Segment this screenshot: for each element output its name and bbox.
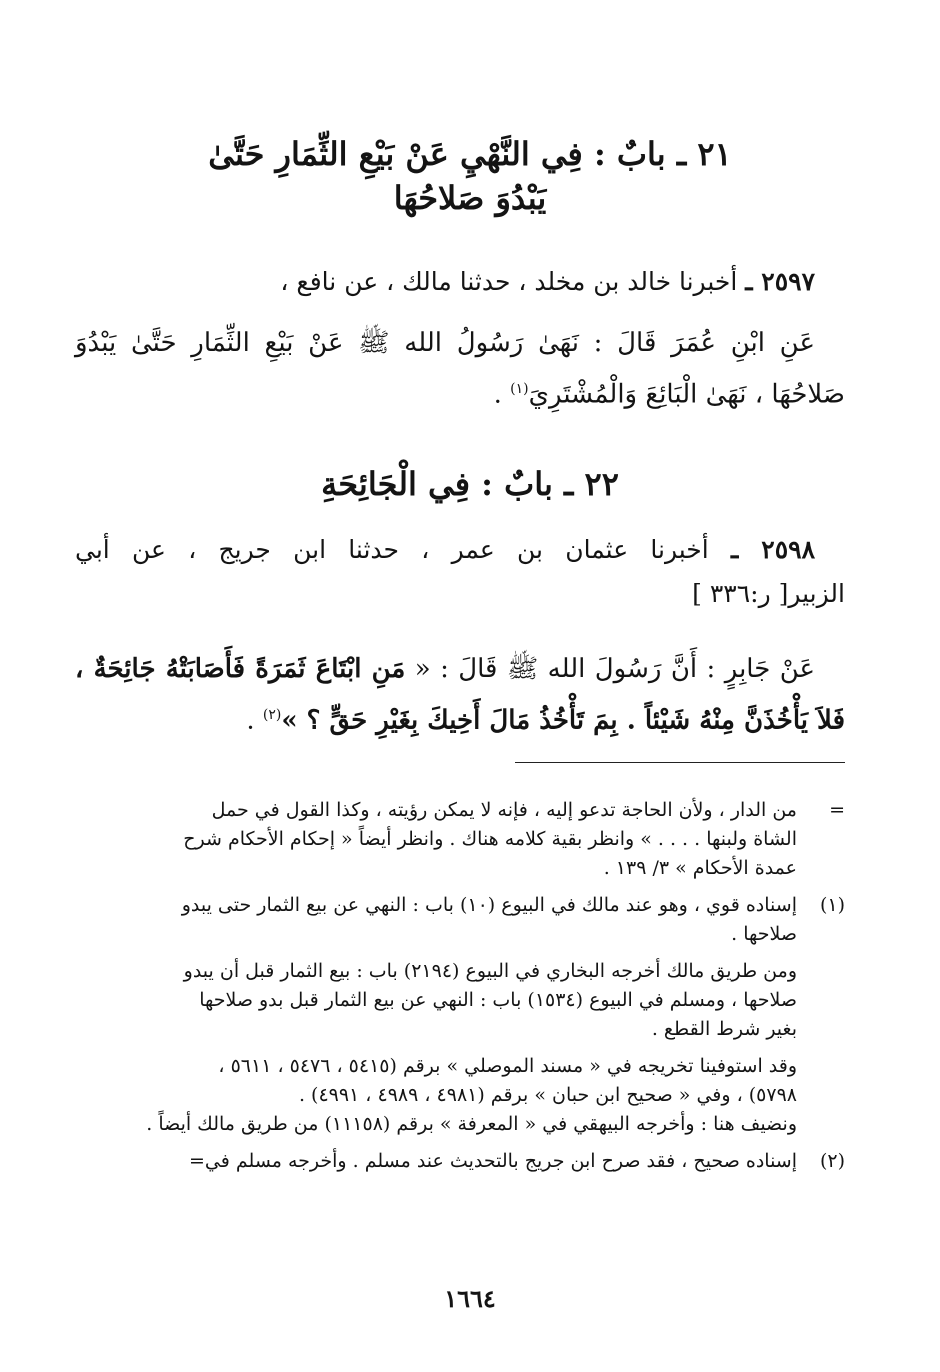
hadith-2598-number: ٢٥٩٨ ـ bbox=[730, 535, 816, 564]
footnote-2 bbox=[75, 1147, 845, 1176]
footnote-line: إسناده صحيح ، فقد صرح ابن جريج بالتحديث عند مسلم . وأخرجه مسلم في= bbox=[189, 1150, 797, 1172]
hadith-2597-matn bbox=[75, 320, 845, 418]
footnote-line: الشاة ولبنها . . . . » وانظر بقية كلامه هناك . وانظر أيضاً « إحكام الأحكام شرح bbox=[183, 828, 797, 850]
footnote-continuation bbox=[75, 796, 845, 883]
hadith-2597-matn-line2 bbox=[75, 366, 845, 418]
footnote-marker: (٢) bbox=[819, 1150, 845, 1172]
hadith-2598-isnad-line1 bbox=[75, 528, 845, 572]
footnote-line: وقد استوفينا تخريجه في « مسند الموصلي » برقم (٥٤١٥ ، ٥٤٧٦ ، ٥٦١١ ، bbox=[218, 1055, 797, 1077]
footnote-line: من الدار ، ولأن الحاجة تدعو إليه ، فإنه لا يمكن رؤيته ، وكذا القول في حمل bbox=[211, 799, 797, 821]
footnote-line: ومن طريق مالك أخرجه البخاري في البيوع (٢١٩٤) باب : بيع الثمار قبل أن يبدو bbox=[183, 960, 797, 982]
footnotes bbox=[75, 796, 845, 1176]
hadith-2598-matn bbox=[75, 646, 845, 744]
page-number: ١٦٦٤ bbox=[444, 1284, 496, 1313]
chapter-21-title-line2: يَبْدُوَ صَلاحُهَا bbox=[393, 179, 547, 217]
chapter-22-title-line1: ٢٢ ـ بابٌ : فِي الْجَائِحَةِ bbox=[321, 465, 619, 503]
footnote-1 bbox=[75, 891, 845, 949]
footnote-line: ٥٧٩٨) ، وفي « صحيح ابن حبان » برقم (٤٩٨١ ، ٤٩٨٩ ، ٤٩٩١) . bbox=[298, 1084, 797, 1106]
footnote-line: عمدة الأحكام » ٣/ ١٣٩ . bbox=[603, 857, 797, 879]
hadith-2597-matn-end: . bbox=[493, 379, 511, 410]
footnote-line: ونضيف هنا : وأخرجه البيهقي في « المعرفة » برقم (١١١٥٨) من طريق مالك أيضاً . bbox=[146, 1113, 797, 1135]
footnote-line: صلاحها . bbox=[731, 923, 797, 945]
chapter-21-title-line1: ٢١ ـ بابٌ : فِي النَّهْيِ عَنْ بَيْعِ الثِّمَارِ حَتَّىٰ bbox=[208, 135, 732, 173]
hadith-2598-matn-end: . bbox=[246, 705, 263, 736]
footnote-line: صلاحها ، ومسلم في البيوع (١٥٣٤) باب : النهي عن بيع الثمار قبل بدو صلاحها bbox=[199, 989, 797, 1011]
hadith-2598-matn-line1 bbox=[75, 646, 845, 692]
footnote-1-para-2 bbox=[75, 957, 845, 1044]
footnote-line: إسناده قوي ، وهو عند مالك في البيوع (١٠) باب : النهي عن بيع الثمار حتى يبدو bbox=[181, 894, 797, 916]
hadith-2598-matn-line1-b: مَنِ ابْتَاعَ ثَمَرَةً فَأَصَابَتْهُ جَائِحَةٌ ، bbox=[75, 654, 406, 684]
chapter-22-title bbox=[80, 462, 860, 506]
hadith-2598-isnad bbox=[75, 528, 845, 616]
hadith-2598-isnad-line1-text: أخبرنا عثمان بن عمر ، حدثنا ابن جريج ، عن أبي bbox=[75, 535, 709, 564]
hadith-2597-matn-line1: عَنِ ابْنِ عُمَرَ قَالَ : نَهَىٰ رَسُولُ الله ﷺ عَنْ بَيْعِ الثِّمَارِ حَتَّىٰ يَبْدُوَ bbox=[75, 328, 815, 358]
footnote-separator bbox=[515, 762, 845, 763]
footnote-ref-2: (٢) bbox=[262, 707, 282, 723]
footnote-marker: (١) bbox=[819, 894, 845, 916]
hadith-2597-isnad bbox=[75, 260, 845, 304]
hadith-2598-matn-line2 bbox=[75, 692, 845, 744]
footnote-ref-1: (١) bbox=[510, 381, 529, 397]
hadith-2598-matn-line2-text: فَلاَ يَأْخُذَنَّ مِنْهُ شَيْئاً . بِمَ تَأْخُذُ مَالَ أَخِيكَ بِغَيْرِ حَقٍّ ؟ » bbox=[281, 705, 845, 736]
footnote-line: بغير شرط القطع . bbox=[651, 1018, 797, 1040]
hadith-2597-isnad-text: أخبرنا خالد بن مخلد ، حدثنا مالك ، عن نافع ، bbox=[280, 267, 738, 296]
hadith-2598-matn-line1-a: عَنْ جَابِرٍ : أَنَّ رَسُولَ الله ﷺ قَالَ : « bbox=[405, 654, 816, 684]
hadith-2597-matn-line2-text: صَلاحُهَا ، نَهَىٰ الْبَائِعَ وَالْمُشْتَرِيَ bbox=[528, 379, 845, 410]
footnote-1-para-3 bbox=[75, 1052, 845, 1139]
hadith-2598-isnad-line2: الزبير[ ر:٣٣٦ ] bbox=[692, 579, 845, 608]
hadith-2597-number: ٢٥٩٧ ـ bbox=[745, 267, 815, 296]
chapter-21-title bbox=[80, 132, 860, 220]
footnote-marker: = bbox=[829, 799, 845, 821]
